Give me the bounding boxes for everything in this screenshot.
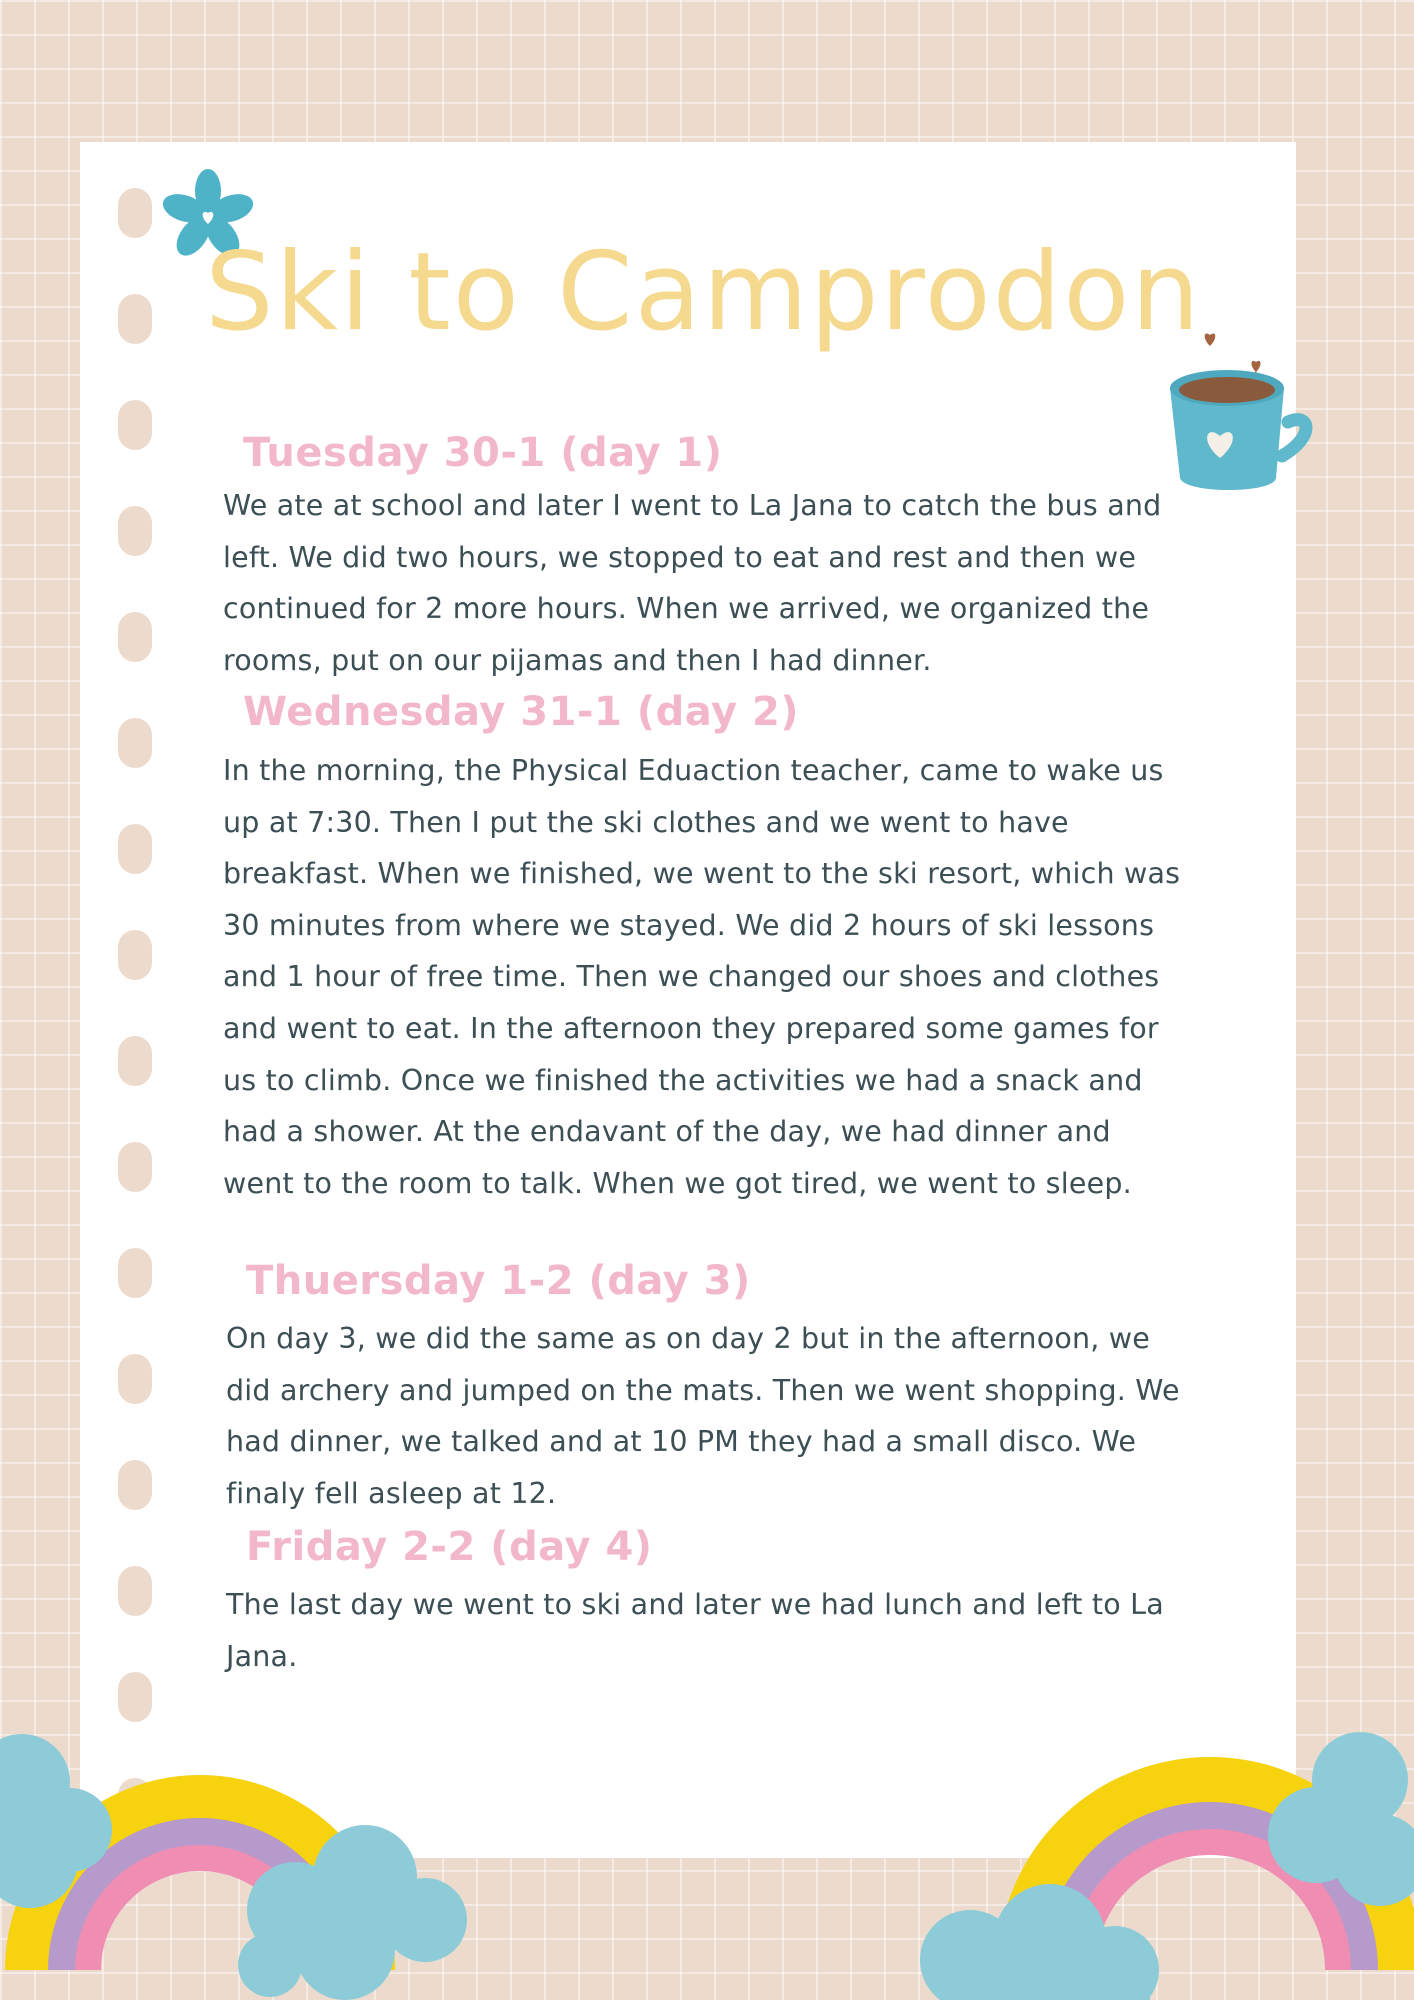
binder-holes <box>118 188 154 1828</box>
day-4-heading: Friday 2-2 (day 4) <box>246 1524 653 1570</box>
day-1-text: We ate at school and later I went to La Jana to catch the bus and left. We did two hours, we stopped to eat and rest and then we continued for 2 more hours. When we arrived, we organized the rooms, put on our pijamas and then I had dinner. <box>223 489 1162 677</box>
binder-hole <box>118 188 152 238</box>
day-4-text: The last day we went to ski and later we had lunch and left to La Jana. <box>226 1588 1164 1673</box>
binder-hole <box>118 718 152 768</box>
cloud-icon <box>0 1720 120 1920</box>
coffee-mug-icon <box>1160 332 1320 502</box>
day-2-text: In the morning, the Physical Eduaction teacher, came to wake us up at 7:30. Then I put the ski clothes and we went to have breakfast. When we finished, we went to the ski resort, which was 30 minutes from where we stayed. We did 2 hours of ski lessons and 1 hour of free time. Then we changed our shoes and clothes and went to eat. In the afternoon they prepared some games for us to climb. Once we finished the activities we had a snack and had a shower. At the endavant of the day, we had dinner and went to the room to talk. When we got tired, we went to sleep. <box>223 754 1181 1200</box>
binder-hole <box>118 1036 152 1086</box>
binder-hole <box>118 1142 152 1192</box>
binder-hole <box>118 824 152 874</box>
binder-hole <box>118 294 152 344</box>
cloud-icon <box>235 1815 475 2000</box>
binder-hole <box>118 612 152 662</box>
cloud-icon <box>1260 1720 1414 1930</box>
binder-hole <box>118 1248 152 1298</box>
binder-hole <box>118 506 152 556</box>
day-3-heading: Thuersday 1-2 (day 3) <box>246 1258 751 1304</box>
binder-hole <box>118 1566 152 1616</box>
cloud-icon <box>910 1880 1170 2000</box>
page-title: Ski to Camprodon <box>205 230 1202 355</box>
binder-hole <box>118 1460 152 1510</box>
binder-hole <box>118 1354 152 1404</box>
binder-hole <box>118 930 152 980</box>
binder-hole <box>118 400 152 450</box>
day-3-text: On day 3, we did the same as on day 2 but in the afternoon, we did archery and jumped on the mats. Then we went shopping. We had dinner, we talked and at 10 PM they had a small disco. We finaly fell asleep at 12. <box>226 1322 1180 1510</box>
day-2-heading: Wednesday 31-1 (day 2) <box>243 689 800 735</box>
day-1-heading: Tuesday 30-1 (day 1) <box>243 430 723 476</box>
